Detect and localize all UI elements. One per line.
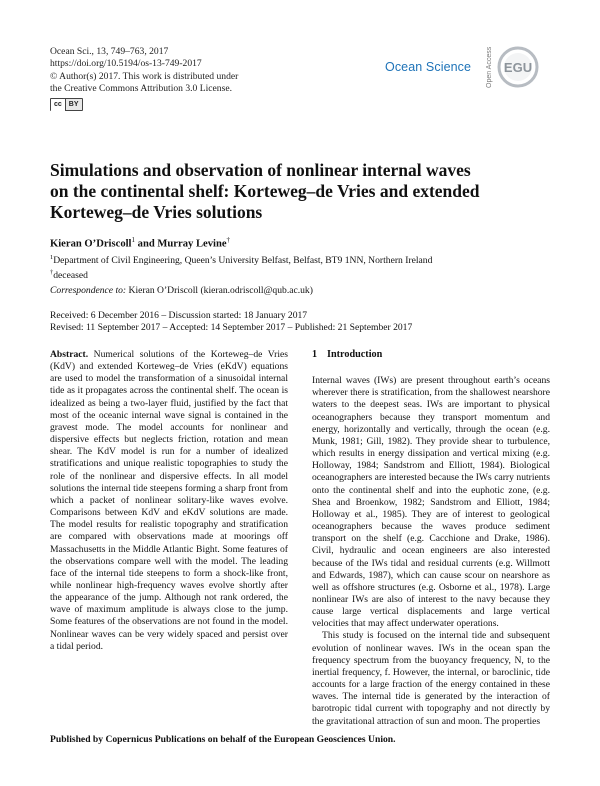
author-list: [50, 236, 230, 250]
egu-logo-text: EGU: [503, 60, 533, 75]
affiliation-text: deceased: [53, 270, 88, 282]
open-access-text: Open Access: [486, 46, 493, 88]
introduction-column: [312, 349, 550, 728]
abstract-text: Numerical solutions of the Korteweg–de Vries (KdV) and extended Korteweg–de Vries (eKdV) equations are used to model the transformation of a sinusoidal internal tide as it propagates across the continental shelf. The ocean is idealized as being a two-layer fluid, justified by the fact that most of the oceanic internal wave signal is contained in the gravest mode. The model accounts for nonlinear and dispersive effects but neglects friction, rotation and mean shear. The KdV model is run for a number of idealized stratifications and unique realistic topographies to study the role of the nonlinear and dispersive effects. In all model solutions the internal tide steepens forming a sharp front from which a packet of nonlinear solitary-like waves evolve. Comparisons between KdV and eKdV solutions are made. The model results for realistic topography and stratification are compared with observations made at moorings off Massachusetts in the Middle Atlantic Bight. Some features of the observations compare well with the model. The leading face of the internal tide steepens to form a shock-like front, while nonlinear high-frequency waves evolve shortly after the appearance of the jump. Although not rank ordered, the wave of maximum amplitude is always close to the jump. Some features of the observations are not found in the model. Nonlinear waves can be very widely spaced and persist over a tidal period.: [50, 349, 288, 652]
title-line: Simulations and observation of nonlinear internal waves: [50, 160, 471, 180]
abstract: [50, 349, 288, 653]
dates-line: Received: 6 December 2016 – Discussion started: 18 January 2017: [50, 310, 308, 321]
affiliations: [50, 252, 432, 283]
dates-line: Revised: 11 September 2017 – Accepted: 14 September 2017 – Published: 21 September 2017: [50, 322, 413, 334]
affiliation-mark: †: [50, 269, 54, 277]
affiliation-line: [50, 267, 432, 282]
author-affiliation-mark: 1: [131, 236, 135, 244]
section-title: Introduction: [327, 349, 383, 360]
title-line: on the continental shelf: Korteweg–de Vries and extended: [50, 181, 480, 201]
section-heading: [312, 349, 550, 361]
cc-badge-left: cc: [51, 99, 66, 111]
title-line: Korteweg–de Vries solutions: [50, 202, 263, 222]
correspondence-email[interactable]: Kieran O’Driscoll (kieran.odriscoll@qub.ac.uk): [128, 285, 313, 296]
abstract-label: Abstract.: [50, 349, 89, 360]
intro-paragraph: This study is focused on the internal tide and subsequent evolution of nonlinear waves. IWs in the ocean span the frequency spectrum from the buoyancy frequency, N, to the inertial frequency, f. However, the internal, or baroclinic, tide accounts for a large fraction of the energy contained in these waves. The internal tide is generated by the interaction of barotropic tidal current with topography and not directly by the gravitational attraction of sun and moon. The properties: [312, 630, 550, 727]
author-affiliation-mark: †: [226, 236, 231, 244]
open-access-label: [484, 45, 494, 89]
correspondence-label: Correspondence to:: [50, 285, 127, 296]
author-conjunction: and: [137, 238, 155, 250]
paper-title: [50, 160, 550, 223]
copyright-line: © Author(s) 2017. This work is distributed under: [50, 70, 239, 82]
publication-dates: [50, 310, 412, 335]
author-name: Murray Levine: [157, 238, 227, 250]
affiliation-mark: 1: [50, 254, 54, 261]
intro-paragraph: Internal waves (IWs) are present throughout earth’s oceans wherever there is stratification, from the shallowest nearshore waters to the deepest seas. IWs are important to physical oceanographers because they transport momentum and energy, horizontally and vertically, through the ocean (e.g. Munk, 1981; Gill, 1982). They provide shear to turbulence, which results in energy dissipation and vertical mixing (e.g. Holloway, 1984; Sandstrom and Elliott, 1984). Biological oceanographers are interested because the IWs carry nutrients onto the continental shelf and into the euphotic zone, (e.g. Shea and Broenkow, 1982; Sandstrom and Elliott, 1984; Holloway et al., 1985). They are of interest to geological oceanographers because the waves produce sediment transport on the shelf (e.g. Cacchione and Drake, 1986). Civil, hydraulic and ocean engineers are also interested because of the IWs tidal and residual currents (e.g. Willmott and Edwards, 1987), which can cause scour on nearshore as well as offshore structures (e.g. Osborne et al., 1978). Large nonlinear IWs are also of interest to the navy because they cause large vertical displacements and large vertical velocities that may affect underwater operations.: [312, 375, 550, 630]
abstract-column: [50, 349, 288, 653]
cc-badge-right: BY: [68, 100, 79, 108]
cc-by-icon[interactable]: [50, 98, 83, 111]
license-line: the Creative Commons Attribution 3.0 License.: [50, 82, 232, 94]
correspondence: [50, 285, 313, 296]
author-name: Kieran O’Driscoll: [50, 238, 132, 250]
article-header: [50, 46, 238, 111]
doi-link[interactable]: https://doi.org/10.5194/os-13-749-2017: [50, 58, 202, 70]
affiliation-line: [50, 252, 432, 267]
publisher-footer: Published by Copernicus Publications on behalf of the European Geosciences Union.: [50, 734, 396, 745]
journal-name: Ocean Science: [385, 60, 472, 74]
citation: Ocean Sci., 13, 749–763, 2017: [50, 46, 169, 57]
egu-logo-icon: [497, 46, 541, 88]
section-number: 1: [312, 349, 318, 360]
affiliation-text: Department of Civil Engineering, Queen’s University Belfast, Belfast, BT9 1NN, Northern Ireland: [53, 255, 433, 267]
